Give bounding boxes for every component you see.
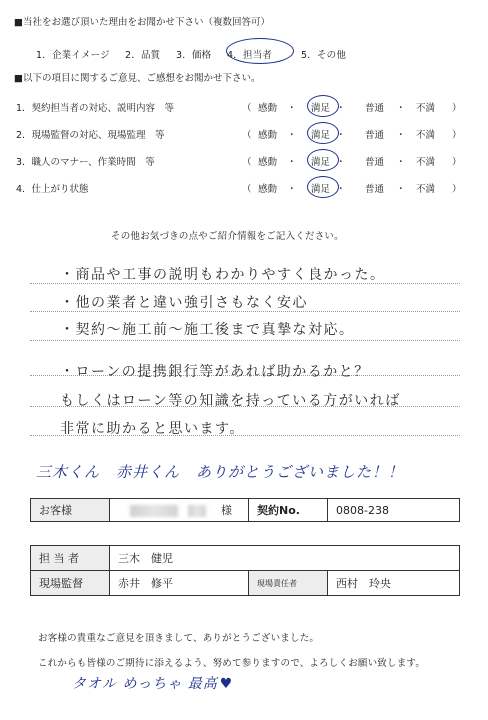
scale-separator: ・ <box>396 130 406 141</box>
opinion-question-heading: ■以下の項目に関するご意見、ご感想をお聞かせ下さい。 <box>14 73 261 84</box>
reason-option-staff[interactable]: 4．担当者 <box>227 50 273 61</box>
rating-option-manzoku[interactable]: 満足 <box>311 157 331 168</box>
comment-line: ・他の業者と違い強引さもなく安心 <box>60 295 308 311</box>
scale-separator: ・ <box>336 130 346 141</box>
selected-circle-mark <box>307 176 339 198</box>
rating-option-futsu[interactable]: 普通 <box>365 157 385 168</box>
site-name-cell: 赤井 修平 <box>110 571 249 596</box>
site-label-cell: 現場監督 <box>31 571 110 596</box>
rating-option-manzoku[interactable]: 満足 <box>311 184 331 195</box>
contract-number-cell: 0808-238 <box>328 499 460 522</box>
scale-separator: ・ <box>396 184 406 195</box>
comment-line: ・商品や工事の説明もわかりやすく良かった。 <box>60 267 386 283</box>
scale-separator: ・ <box>287 130 297 141</box>
comments-heading: その他お気づきの点やご紹介情報をご記入ください。 <box>111 231 344 242</box>
scale-separator: ・ <box>336 184 346 195</box>
scale-close-bracket: ） <box>452 157 462 168</box>
scale-separator: ・ <box>336 157 346 168</box>
scale-separator: ・ <box>287 157 297 168</box>
customer-label-cell: お客様 <box>31 499 110 522</box>
scale-separator: ・ <box>287 103 297 114</box>
comment-line: 非常に助かると思います。 <box>60 421 245 437</box>
selected-circle-mark <box>226 38 294 64</box>
contract-table <box>30 498 460 522</box>
opinion-item-craftsmen: 3．職人のマナー、作業時間 等 <box>16 157 155 168</box>
scale-separator: ・ <box>396 103 406 114</box>
towel-handwriting: タオル めっちゃ 最高 ♥ <box>72 676 234 692</box>
customer-name-cell <box>110 499 249 522</box>
selected-circle-mark <box>307 95 339 117</box>
opinion-item-contract-staff: 1．契約担当者の対応、説明内容 等 <box>16 103 175 114</box>
scale-separator: ・ <box>336 103 346 114</box>
footer-thanks: お客様の貴重なご意見を頂きまして、ありがとうございました。 <box>38 633 320 644</box>
contract-label-cell: 契約No. <box>249 499 328 522</box>
scale-separator: ・ <box>287 184 297 195</box>
rating-option-futsu[interactable]: 普通 <box>365 130 385 141</box>
staff-table <box>30 545 460 596</box>
comment-line: もしくはローン等の知識を持っている方がいれば <box>60 393 401 409</box>
opinion-item-finish: 4．仕上がり状態 <box>16 184 89 195</box>
thanks-handwriting: 三木くん 赤井くん ありがとうございました！！ <box>36 463 405 481</box>
scale-close-bracket: ） <box>452 130 462 141</box>
chief-name-cell: 西村 玲央 <box>328 571 460 596</box>
scale-close-bracket: ） <box>452 103 462 114</box>
rating-option-manzoku[interactable]: 満足 <box>311 130 331 141</box>
rating-option-fuman[interactable]: 不満 <box>416 184 436 195</box>
rating-option-kando[interactable]: 感動 <box>258 103 278 114</box>
customer-suffix: 様 <box>221 504 232 517</box>
rating-option-kando[interactable]: 感動 <box>258 157 278 168</box>
rep-name-cell: 三木 健児 <box>110 546 460 571</box>
comment-line: ・ローンの提携銀行等があれば助かるかと？ <box>60 364 370 380</box>
rating-option-kando[interactable]: 感動 <box>258 130 278 141</box>
selected-circle-mark <box>307 149 339 171</box>
reason-option-quality[interactable]: 2．品質 <box>125 50 161 61</box>
footer-closing: これからも皆様のご期待に添えるよう、努めて参りますので、よろしくお願い致します。 <box>38 658 426 669</box>
rating-option-futsu[interactable]: 普通 <box>365 103 385 114</box>
opinion-item-site-supervisor: 2．現場監督の対応、現場監理 等 <box>16 130 165 141</box>
rating-option-kando[interactable]: 感動 <box>258 184 278 195</box>
reason-option-image[interactable]: 1．企業イメージ <box>36 50 110 61</box>
scale-open-bracket: （ <box>242 157 252 168</box>
scale-open-bracket: （ <box>242 103 252 114</box>
scale-close-bracket: ） <box>452 184 462 195</box>
selected-circle-mark <box>307 122 339 144</box>
rating-option-futsu[interactable]: 普通 <box>365 184 385 195</box>
reason-option-other[interactable]: 5．その他 <box>301 50 347 61</box>
scale-open-bracket: （ <box>242 130 252 141</box>
heart-icon: ♥ <box>219 676 234 692</box>
rating-option-fuman[interactable]: 不満 <box>416 130 436 141</box>
chief-label-cell: 現場責任者 <box>249 571 328 596</box>
rep-label-cell: 担 当 者 <box>31 546 110 571</box>
rating-option-fuman[interactable]: 不満 <box>416 103 436 114</box>
rating-option-fuman[interactable]: 不満 <box>416 157 436 168</box>
reason-option-price[interactable]: 3．価格 <box>176 50 212 61</box>
reason-question-heading: ■当社をお選び頂いた理由をお聞かせ下さい（複数回答可） <box>14 17 270 28</box>
comment-line: ・契約～施工前～施工後まで真摯な対応。 <box>60 322 355 338</box>
scale-separator: ・ <box>396 157 406 168</box>
rating-option-manzoku[interactable]: 満足 <box>311 103 331 114</box>
scale-open-bracket: （ <box>242 184 252 195</box>
